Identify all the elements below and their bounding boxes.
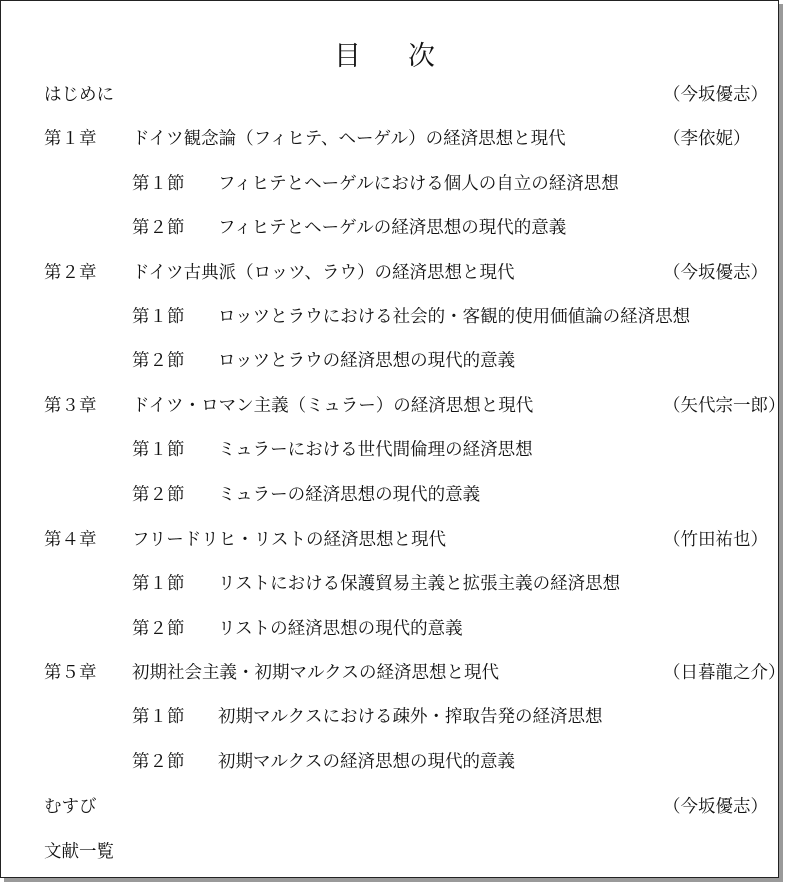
chapter-title: 初期社会主義・初期マルクスの経済思想と現代: [132, 663, 499, 683]
row-title: 文献一覧: [44, 842, 114, 862]
chapter-number: 第３章: [44, 396, 97, 416]
toc-row-chapter-3-section-1: [1, 438, 778, 462]
section-number: 第２節: [132, 351, 185, 371]
toc-row-introduction: [1, 83, 778, 107]
toc-row-bibliography: [1, 840, 778, 864]
chapter-title: ドイツ観念論（フィヒテ、ヘーゲル）の経済思想と現代: [132, 129, 566, 149]
section-title: 初期マルクスにおける疎外・搾取告発の経済思想: [218, 707, 603, 727]
toc-row-chapter-5: [1, 661, 785, 685]
toc-row-chapter-3-section-2: [1, 483, 778, 507]
row-title: はじめに: [44, 85, 114, 105]
toc-row-chapter-1: [1, 127, 778, 151]
toc-row-chapter-2-section-1: [1, 305, 778, 329]
row-author: （今坂優志）: [663, 263, 768, 283]
section-title: 初期マルクスの経済思想の現代的意義: [218, 752, 515, 772]
toc-row-chapter-4-section-1: [1, 572, 778, 596]
section-title: ミュラーの経済思想の現代的意義: [218, 485, 481, 505]
section-title: ロッツとラウの経済思想の現代的意義: [218, 351, 516, 371]
section-number: 第１節: [132, 440, 185, 460]
toc-row-chapter-4-section-2: [1, 617, 778, 641]
chapter-number: 第１章: [44, 129, 97, 149]
section-number: 第１節: [132, 307, 185, 327]
row-author: （今坂優志）: [663, 797, 768, 817]
toc-row-chapter-3: [1, 394, 785, 418]
toc-row-chapter-1-section-1: [1, 172, 778, 196]
section-number: 第１節: [132, 707, 185, 727]
page-title: 目 次: [334, 41, 445, 72]
section-number: 第２節: [132, 218, 185, 238]
section-number: 第２節: [132, 485, 185, 505]
section-title: フィヒテとヘーゲルにおける個人の自立の経済思想: [218, 174, 619, 194]
chapter-number: 第５章: [44, 663, 97, 683]
row-author: （日暮龍之介）: [663, 663, 785, 683]
toc-row-chapter-2-section-2: [1, 349, 778, 373]
section-title: ミュラーにおける世代間倫理の経済思想: [218, 440, 533, 460]
section-title: リストにおける保護貿易主義と拡張主義の経済思想: [218, 574, 621, 594]
toc-row-chapter-5-section-2: [1, 750, 778, 774]
chapter-title: ドイツ古典派（ロッツ、ラウ）の経済思想と現代: [132, 263, 515, 283]
section-number: 第１節: [132, 174, 185, 194]
toc-row-conclusion: [1, 795, 778, 819]
row-title: むすび: [44, 797, 97, 817]
section-number: 第２節: [132, 752, 185, 772]
chapter-title: フリードリヒ・リストの経済思想と現代: [132, 530, 446, 550]
row-author: （矢代宗一郎）: [663, 396, 785, 416]
section-number: 第２節: [132, 619, 185, 639]
toc-row-chapter-1-section-2: [1, 216, 778, 240]
row-author: （竹田祐也）: [663, 530, 768, 550]
chapter-number: 第４章: [44, 530, 97, 550]
chapter-number: 第２章: [44, 263, 97, 283]
section-title: リストの経済思想の現代的意義: [218, 619, 463, 639]
section-title: ロッツとラウにおける社会的・客観的使用価値論の経済思想: [218, 307, 691, 327]
section-number: 第１節: [132, 574, 185, 594]
section-title: フィヒテとヘーゲルの経済思想の現代的意義: [218, 218, 567, 238]
toc-row-chapter-2: [1, 261, 778, 285]
toc-row-chapter-4: [1, 528, 778, 552]
toc-row-chapter-5-section-1: [1, 705, 778, 729]
row-author: （李依妮）: [663, 129, 751, 149]
row-author: （今坂優志）: [663, 85, 768, 105]
chapter-title: ドイツ・ロマン主義（ミュラー）の経済思想と現代: [132, 396, 534, 416]
